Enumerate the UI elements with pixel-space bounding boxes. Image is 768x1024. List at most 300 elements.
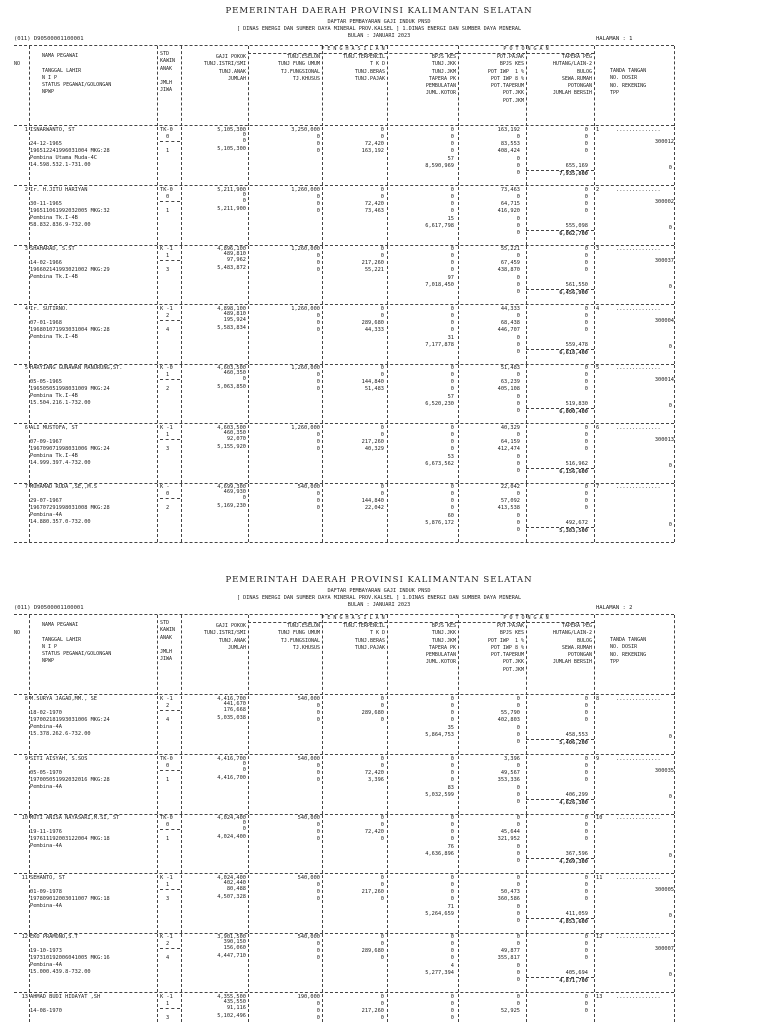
tapera-value: 519,830 [565,401,588,407]
potongan-value: 0 [516,334,520,341]
signature-number: 8 [596,696,600,702]
std-divider [160,141,180,142]
potongan-value: 0 [516,762,520,769]
tapera-value: 405,694 [565,970,588,976]
col-bpjs: BPJS KES TUNJ.JKK TUNJ.JKM TAPERA PK PEMBULATAN JUML.KOTOR [425,54,456,97]
row-column-divider [526,875,527,933]
dosir-number: 300035 [654,767,674,774]
tapera-value: 458,553 [565,732,588,738]
potongan-value: 67,459 [500,260,520,266]
potongan-value: 0 [516,134,520,140]
tapera-value: 0 [584,941,588,947]
tapera-value: 0 [584,319,588,326]
col-ttd: TANDA TANGAN NO. DOSIR NO. REKENING TPP [610,637,647,665]
tapera-value: 0 [584,379,588,385]
employee-nip: 197310192006041005 MKG:16 [30,955,110,961]
col-bpjs: BPJS KES TUNJ.JKK TUNJ.JKM TAPERA PK PEMBULATAN JUML.KOTOR [425,623,456,666]
row-column-divider [322,815,323,873]
marital-status: TK-0 [160,755,173,762]
row-column-divider [181,875,182,933]
bpjs-value: 0 [450,312,454,319]
row-column-divider [322,425,323,483]
bpjs-value: 0 [450,379,454,385]
row-column-divider [674,187,675,245]
bpjs-value: 0 [450,1007,454,1014]
signature-line: .............. [616,934,661,940]
signature-line: .............. [616,246,661,252]
row-column-divider [181,696,182,754]
penghasilan-heading: P E N G H A S I L A N [321,615,385,621]
gaji-value: 4,416,700 [217,696,246,702]
potongan-value: 0 [516,815,520,821]
row-column-divider [594,875,595,933]
potongan-value: 0 [516,963,520,969]
tapera-value: 492,672 [565,520,588,526]
employee-nip: 196709071998031006 MKG:24 [30,445,110,452]
bpjs-value: 0 [450,836,454,842]
child-count: 0 [166,193,170,200]
tapera-value: 367,596 [565,851,588,857]
bpjs-value: 0 [450,498,454,504]
gaji-value: 5,583,834 [217,324,246,331]
tapera-value: 0 [584,696,588,702]
terpencil-value: 0 [380,372,384,378]
row-column-divider [157,696,158,754]
bpjs-value: 0 [450,386,454,392]
row-column-divider [248,484,249,542]
gaji-value: 195,924 [223,316,246,323]
signature-number: 13 [596,993,603,1000]
row-column-divider [248,127,249,185]
gaji-value: 0 [242,760,246,767]
terpencil-value: 0 [380,822,384,828]
terpencil-value: 0 [380,253,384,259]
potongan-value: 0 [516,732,520,738]
gaji-value: 0 [242,826,246,832]
gaji-value: 0 [242,766,246,773]
header-bottom-rule [14,125,674,126]
gaji-value: 5,155,920 [217,443,246,450]
employee-npwp: 15.504.216.1-732.00 [30,400,91,406]
row-column-divider [526,815,527,873]
tapera-value: 0 [584,769,588,776]
row-column-divider [322,306,323,364]
potongan-value: 355,817 [497,955,520,961]
tpp-value: 0 [668,972,672,978]
row-column-divider [526,127,527,185]
row-column-divider [387,815,388,873]
col-terpencil: TUNJ.TERPENCIL T K D TUNJ.BERAS TUNJ.PAJAK [342,623,385,651]
birth-date: 30-11-1965 [30,200,62,207]
gaji-value: 489,810 [223,251,246,257]
gaji-value: 4,896,100 [217,246,246,252]
row-column-divider [458,696,459,754]
eselon-value: 0 [316,491,320,497]
employee-npwp: 15.378.262.6-732.00 [30,731,91,737]
gaji-value: 176,668 [223,707,246,713]
gaji-value: 460,350 [223,429,246,436]
bpjs-value: 76 [447,844,454,850]
dosir-number: 300002 [654,198,674,205]
eselon-value: 1,260,000 [291,365,320,371]
document-title: PEMERINTAH DAERAH PROVINSI KALIMANTAN SELATAN [225,6,533,16]
bulan-line: BULAN : JANUARI 2023 [347,33,411,39]
employee-nip: 196511061992032005 MKG:32 [30,207,110,214]
table-row [0,994,768,1024]
potongan-value: 0 [516,401,520,407]
employee-name: Ir. H.JITU HARIYAN [30,186,88,193]
gaji-value: 0 [242,376,246,382]
net-pay: 4,626,300 [559,799,588,806]
birth-date: 29-07-1967 [30,498,62,504]
gaji-value: 4,898,100 [217,305,246,312]
gaji-value: 5,483,872 [217,265,246,271]
net-pay: 6,156,600 [559,468,588,475]
row-number: 5 [24,365,28,371]
eselon-value: 0 [316,431,320,438]
potongan-value: 0 [516,739,520,745]
bpjs-value: 0 [450,762,454,769]
gaji-value: 0 [242,132,246,138]
gaji-value: 489,810 [223,310,246,317]
tapera-value: 0 [584,934,588,940]
gaji-value: 460,350 [223,370,246,376]
eselon-value: 0 [316,505,320,511]
halaman-label: HALAMAN : 2 [596,605,633,611]
potongan-value: 0 [516,917,520,924]
potongan-value: 55,790 [500,710,520,716]
penghasilan-heading: P E N G H A S I L A N [321,46,385,52]
row-column-divider [29,306,30,364]
col-tapera: TAPERA PEG HUTANG/LAIN-2 BULOG SEWA.RUMAH POTONGAN JUMLAH BERSIH [552,54,592,97]
eselon-value: 0 [316,703,320,709]
eselon-value: 540,000 [297,484,320,490]
potongan-value: 446,707 [497,326,520,333]
tapera-value: 655,169 [565,163,588,169]
bpjs-value: 0 [450,1000,454,1007]
document-subtitle: DAFTAR PEMBAYARAN GAJI INDUK PNSD [327,19,431,25]
terpencil-value: 0 [380,881,384,888]
birth-date: 18-02-1970 [30,710,62,716]
tapera-value: 0 [584,424,588,431]
employee-nip: 197005051992032016 MKG:28 [30,776,110,783]
col-pegawai: NAMA PEGAWAI TANGGAL LAHIR N I P STATUS PEGAWAI/GOLONGAN NPWP [42,622,112,665]
potongan-value: 0 [516,282,520,288]
employee-rank: Pembina Tk.I-4B [30,274,78,280]
signature-number: 5 [596,365,600,371]
employee-rank: Pembina Tk.I-4B [30,452,78,459]
terpencil-value: 0 [380,815,384,821]
bpjs-value: 0 [450,207,454,214]
tapera-value: 0 [584,505,588,511]
gaji-value: 4,024,400 [217,834,246,840]
net-pay: 4,269,300 [559,859,588,865]
gaji-value: 402,440 [223,879,246,886]
eselon-value: 0 [316,1014,320,1021]
terpencil-value: 0 [380,717,384,723]
row-number: 11 [21,874,28,881]
signature-line: .............. [616,365,661,371]
gaji-value: 4,603,500 [217,424,246,431]
employee-nip: 197809012003011007 MKG:18 [30,895,110,902]
std-divider [160,889,180,890]
employee-rank: Pembina Tk.I-4B [30,393,78,399]
potongan-value: 0 [516,1000,520,1007]
employee-rank: Pembina-4A [30,724,62,730]
signature-number: 6 [596,424,600,431]
row-column-divider [157,756,158,814]
tapera-value: 0 [584,207,588,214]
row-column-divider [157,365,158,423]
col-eselon: TUNJ.ESELON TUNJ FUNG UMUM TJ.FUNGSIONAL TJ.KHUSUS [277,623,320,651]
terpencil-value: 0 [380,755,384,762]
potongan-value: 22,042 [500,484,520,490]
row-column-divider [387,756,388,814]
potongan-value: 0 [516,934,520,940]
net-rule [526,170,594,171]
col-no: NO [14,630,21,636]
row-column-divider [322,696,323,754]
gaji-value: 469,930 [223,489,246,495]
gaji-value: 5,105,300 [217,146,246,152]
net-rule [526,230,594,231]
col-std: STD KAWIN ANAK JMLH JIWA [160,51,176,94]
potongan-value: 0 [516,696,520,702]
tapera-value: 0 [584,881,588,888]
employee-name: SEHANTO, ST [30,874,66,881]
bpjs-value: 5,864,753 [425,732,454,738]
marital-status: TK-0 [160,186,173,193]
tapera-value: 0 [584,193,588,200]
potongan-value: 0 [516,858,520,864]
birth-date: 05-05-1970 [30,769,62,776]
eselon-value: 190,000 [297,993,320,1000]
gaji-value: 441,670 [223,701,246,707]
row-column-divider [322,246,323,304]
row-column-divider [29,365,30,423]
potongan-value: 408,424 [497,148,520,154]
terpencil-value: 0 [380,703,384,709]
gaji-value: 4,416,700 [217,774,246,781]
family-count: 1 [166,776,170,783]
tpp-value: 0 [668,462,672,469]
potongan-value: 0 [516,289,520,295]
bpjs-value: 0 [450,717,454,723]
table-row [0,875,768,933]
table-row [0,246,768,304]
net-rule [526,289,594,290]
terpencil-value: 0 [380,934,384,940]
dosir-number: 300014 [654,377,674,383]
employee-name: MUTI ANISA NAYASARI,M.SI, ST [30,815,120,821]
bpjs-value: 7,018,450 [425,282,454,288]
bpjs-value: 7,177,878 [425,341,454,348]
row-column-divider [526,365,527,423]
dinas-line: [ DINAS ENERGI DAN SUMBER DAYA MINERAL PROV.KALSEL ] 1.DINAS ENERGI DAN SUMBER DAYA MINERAL [236,26,522,32]
row-number: 12 [21,934,28,940]
row-column-divider [387,365,388,423]
row-column-divider [29,994,30,1024]
row-column-divider [181,425,182,483]
gaji-value: 0 [242,495,246,501]
row-column-divider [674,127,675,185]
row-column-divider [674,934,675,992]
employee-npwp: 14.999.397.4-732.00 [30,459,91,466]
potongan-value: 64,159 [500,438,520,445]
row-column-divider [322,934,323,992]
tapera-value: 0 [584,895,588,902]
tapera-value: 0 [584,127,588,133]
row-number: 6 [24,424,28,431]
employee-rank: Pembina-4A [30,512,62,518]
tapera-value: 0 [584,703,588,709]
bpjs-value: 0 [450,934,454,940]
tapera-value: 0 [584,484,588,490]
row-column-divider [387,994,388,1024]
row-column-divider [387,696,388,754]
bpjs-value: 0 [450,445,454,452]
tapera-value: 0 [584,955,588,961]
eselon-value: 0 [316,438,320,445]
marital-status: TK-0 [160,127,173,133]
employee-name: Ir. SUTIRNO. [30,305,69,312]
tapera-value: 0 [584,710,588,716]
eselon-value: 0 [316,829,320,835]
signature-line: .............. [616,993,661,1000]
terpencil-value: 72,420 [364,200,384,207]
row-column-divider [181,306,182,364]
gaji-value: 97,962 [226,257,246,263]
signature-line: .............. [616,127,661,133]
net-pay: 5,383,500 [559,528,588,534]
bpjs-value: 15 [447,215,454,222]
potongan-value: 402,803 [497,717,520,723]
bpjs-value: 0 [450,993,454,1000]
col-no: NO [14,61,21,67]
employee-name: ALI MUSTOFA, ST [30,424,78,431]
row-column-divider [674,994,675,1024]
potongan-value: 0 [516,970,520,976]
eselon-value: 0 [316,1007,320,1014]
potongan-value: 64,715 [500,200,520,207]
potongan-heading: P O T O N G A N [503,615,549,621]
row-column-divider [248,696,249,754]
terpencil-value: 3,396 [368,776,384,783]
row-column-divider [248,246,249,304]
eselon-value: 0 [316,895,320,902]
gaji-value: 3,901,500 [217,934,246,940]
eselon-value: 540,000 [297,934,320,940]
row-column-divider [526,484,527,542]
net-rule [526,739,594,740]
row-column-divider [29,484,30,542]
row-column-divider [458,425,459,483]
employee-nip: 196512241996031004 MKG:28 [30,148,110,154]
row-column-divider [458,756,459,814]
potongan-value: 0 [516,822,520,828]
column-divider [674,615,675,695]
tapera-value: 0 [584,776,588,783]
col-pegawai: NAMA PEGAWAI TANGGAL LAHIR N I P STATUS PEGAWAI/GOLONGAN NPWP [42,53,112,96]
eselon-value: 1,260,000 [291,424,320,431]
gaji-value: 390,150 [223,939,246,945]
table-row [0,934,768,992]
tapera-value: 0 [584,431,588,438]
child-count: 1 [166,253,170,259]
potongan-value: 412,474 [497,445,520,452]
potongan-value: 0 [516,791,520,798]
col-tapera: TAPERA PEG HUTANG/LAIN-2 BULOG SEWA.RUMAH POTONGAN JUMLAH BERSIH [552,623,592,666]
std-divider [160,770,180,771]
tapera-value: 0 [584,836,588,842]
column-divider [157,615,158,695]
gaji-value: 156,060 [223,945,246,951]
potongan-value: 0 [516,229,520,236]
std-divider [160,498,180,499]
column-divider [594,615,595,695]
child-count: 0 [166,134,170,140]
eselon-value: 0 [316,836,320,842]
table-row [0,127,768,185]
child-count: 0 [166,822,170,828]
terpencil-value: 0 [380,895,384,902]
bpjs-value: 0 [450,815,454,821]
potongan-value: 49,877 [500,948,520,954]
table-row [0,756,768,814]
tapera-value: 0 [584,148,588,154]
col-terpencil: TUNJ.TERPENCIL T K D TUNJ.BERAS TUNJ.PAJAK [342,54,385,82]
potongan-value: 321,952 [497,836,520,842]
gaji-value: 4,024,400 [217,874,246,881]
column-divider [248,46,249,126]
potongan-value: 0 [516,941,520,947]
table-row [0,815,768,873]
row-column-divider [157,484,158,542]
row-column-divider [674,875,675,933]
row-number: 7 [24,484,28,490]
signature-line: .............. [616,815,661,821]
child-count: 1 [166,1000,170,1007]
birth-date: 14-02-1966 [30,260,62,266]
gaji-value: 5,063,850 [217,384,246,390]
signature-line: .............. [616,186,661,193]
tapera-value: 0 [584,874,588,881]
column-divider [181,46,182,126]
terpencil-value: 0 [380,491,384,497]
gaji-value: 4,699,300 [217,484,246,490]
potongan-value: 0 [516,527,520,533]
row-column-divider [29,246,30,304]
family-count: 4 [166,955,170,961]
employee-nip: 196801071993031004 MKG:28 [30,326,110,333]
net-pay: 6,000,400 [559,409,588,415]
gaji-value: 4,024,400 [217,815,246,821]
row-column-divider [181,756,182,814]
row-column-divider [674,246,675,304]
tapera-value: 0 [584,993,588,1000]
dosir-number: 300037 [654,258,674,264]
row-column-divider [29,756,30,814]
potongan-value: 0 [516,215,520,222]
row-column-divider [594,425,595,483]
row-column-divider [526,246,527,304]
row-column-divider [594,365,595,423]
child-count: 0 [166,762,170,769]
bpjs-value: 53 [447,453,454,460]
row-number: 13 [21,993,28,1000]
gaji-value: 0 [242,197,246,204]
employee-npwp: 58.832.836.9-732.00 [30,221,91,228]
